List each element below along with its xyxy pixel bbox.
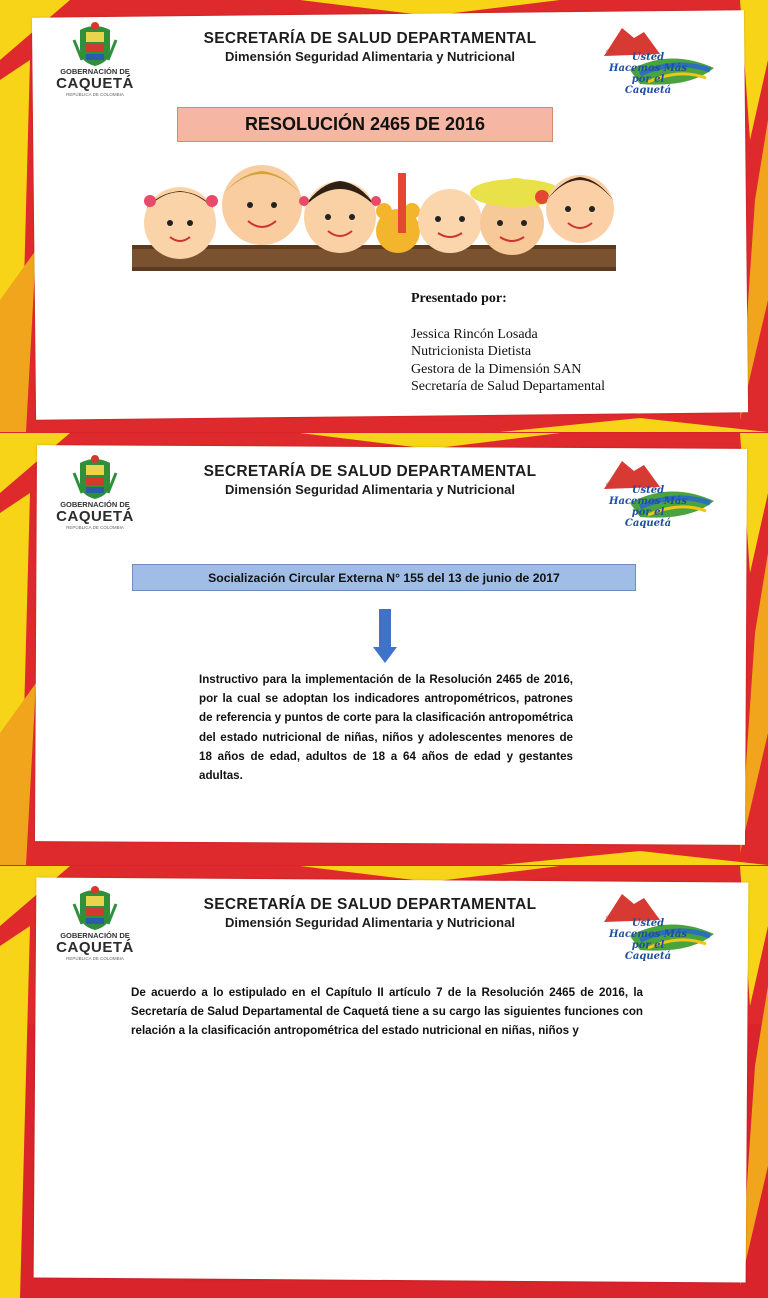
- gobernacion-logo: [50, 884, 140, 962]
- presenter-position: Gestora de la Dimensión SAN: [411, 361, 582, 377]
- brand-small-text: Con: [606, 914, 615, 919]
- circular-title-box: Socialización Circular Externa N° 155 del 13 de junio de 2017: [132, 564, 636, 591]
- brand-slogan-line1: Usted Hacemos Más: [609, 52, 687, 74]
- gov-label-line2: CAQUETÁ: [56, 939, 134, 956]
- header-title: SECRETARÍA DE SALUD DEPARTAMENTAL: [203, 896, 537, 913]
- brand-slogan-line2: por el Caquetá: [624, 74, 672, 96]
- children-illustration: [132, 153, 616, 271]
- gobernacion-logo: [50, 453, 140, 531]
- slide-3: [0, 866, 768, 1037]
- brand-small-text: Con: [606, 48, 615, 53]
- presenter-org: Secretaría de Salud Departamental: [411, 379, 605, 394]
- header-subtitle: Dimensión Seguridad Alimentaria y Nutricional: [225, 915, 515, 930]
- coat-of-arms-icon: [72, 20, 118, 68]
- slide-1: [0, 0, 768, 432]
- gov-label-line1: GOBERNACIÓN DE: [60, 67, 130, 76]
- gobernacion-logo: [50, 20, 140, 98]
- brand-slogan-line2: por el Caquetá: [624, 940, 672, 962]
- brand-logo: [600, 457, 720, 529]
- gov-label-line1: GOBERNACIÓN DE: [60, 500, 130, 509]
- header-title: SECRETARÍA DE SALUD DEPARTAMENTAL: [203, 30, 537, 47]
- brand-small-text: Con: [606, 481, 615, 486]
- presenter-block: [411, 290, 605, 396]
- gov-label-line2: CAQUETÁ: [56, 508, 134, 525]
- resolution-title-box: RESOLUCIÓN 2465 DE 2016: [177, 107, 553, 142]
- presenter-name: Jessica Rincón Losada: [411, 326, 538, 342]
- header-title: SECRETARÍA DE SALUD DEPARTAMENTAL: [203, 463, 537, 480]
- brand-logo: [600, 890, 720, 962]
- slide-2: [0, 433, 768, 865]
- gov-label-line3: REPÚBLICA DE COLOMBIA: [66, 525, 124, 530]
- down-arrow-icon: [373, 609, 397, 663]
- presenter-role: Nutricionista Dietista: [411, 344, 532, 359]
- presented-by-label: Presentado por:: [411, 291, 507, 306]
- header-subtitle: Dimensión Seguridad Alimentaria y Nutricional: [225, 482, 515, 497]
- brand-slogan-line1: Usted Hacemos Más: [609, 918, 687, 940]
- gov-label-line3: REPÚBLICA DE COLOMBIA: [66, 92, 124, 97]
- slide-header: [180, 463, 560, 497]
- instructions-paragraph: Instructivo para la implementación de la Resolución 2465 de 2016, por la cual se adoptan los indicadores antropométricos, patrones de referencia y puntos de corte para la clasificación antropométrica del estado nutricional de niñas, niños y adolescentes menores de 18 años de edad, adultos de 18 a 64 años de edad y gestantes adultas.: [199, 673, 573, 783]
- gov-label-line1: GOBERNACIÓN DE: [60, 931, 130, 940]
- brand-slogan-line2: por el Caquetá: [624, 507, 672, 529]
- gov-label-line2: CAQUETÁ: [56, 75, 134, 92]
- slide-header: [180, 30, 560, 64]
- gov-label-line3: REPÚBLICA DE COLOMBIA: [66, 956, 124, 961]
- brand-slogan-line1: Usted Hacemos Más: [609, 485, 687, 507]
- coat-of-arms-icon: [72, 884, 118, 932]
- functions-paragraph: De acuerdo a lo estipulado en el Capítulo II artículo 7 de la Resolución 2465 de 2016, la Secretaría de Salud Departamental de Caquetá tiene a su cargo las siguientes funciones con relación a la clasificación antropométrica del estado nutricional en niñas, niños y: [131, 986, 643, 1037]
- coat-of-arms-icon: [72, 453, 118, 501]
- brand-logo: [600, 24, 720, 96]
- header-subtitle: Dimensión Seguridad Alimentaria y Nutricional: [225, 49, 515, 64]
- slide-header: [180, 896, 560, 930]
